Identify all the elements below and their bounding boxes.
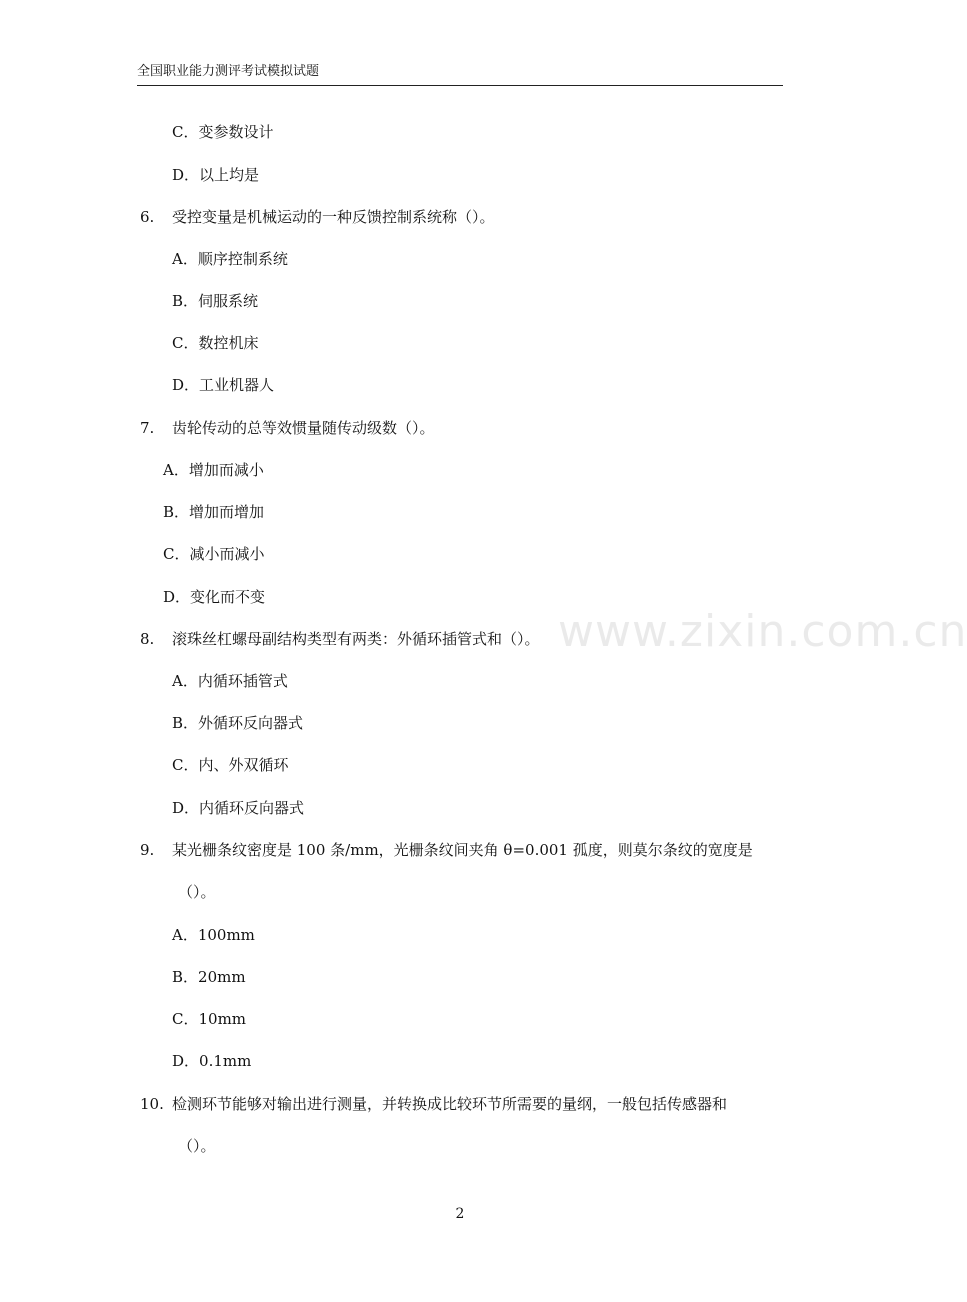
q7-option-b: B．增加而增加 (163, 503, 265, 521)
question-text: 滚珠丝杠螺母副结构类型有两类：外循环插管式和（）。 (172, 630, 540, 648)
question-text: 检测环节能够对输出进行测量，并转换成比较环节所需要的量纲，一般包括传感器和 (172, 1095, 728, 1113)
question-number: 9. (140, 841, 155, 859)
page-header-title: 全国职业能力测评考试模拟试题 (137, 64, 320, 79)
q10-text-continuation: （）。 (178, 1137, 216, 1155)
q8-option-a: A．内循环插管式 (172, 672, 288, 690)
question-text: 受控变量是机械运动的一种反馈控制系统称（）。 (172, 208, 495, 226)
q9-option-d: D．0.1mm (172, 1052, 252, 1070)
q8-option-d: D．内循环反向器式 (172, 799, 305, 817)
q5-option-d: D．以上均是 (172, 166, 260, 184)
question-number: 8. (140, 630, 155, 648)
header-divider (137, 85, 783, 86)
q7-option-a: A．增加而减小 (163, 461, 264, 479)
q9-text-continuation: （）。 (178, 883, 216, 901)
watermark: www.zixin.com.cn (558, 606, 967, 657)
question-number: 10. (140, 1095, 164, 1113)
q8-option-c: C．内、外双循环 (172, 756, 289, 774)
q9-option-a: A．100mm (172, 926, 255, 944)
q9-option-b: B．20mm (172, 968, 246, 986)
q6-option-c: C．数控机床 (172, 334, 259, 352)
q9-option-c: C．10mm (172, 1010, 247, 1028)
q7-option-d: D．变化而不变 (163, 588, 266, 606)
q8-option-b: B．外循环反向器式 (172, 714, 304, 732)
question-text: 齿轮传动的总等效惯量随传动级数（）。 (172, 419, 435, 437)
q6-option-a: A．顺序控制系统 (172, 250, 288, 268)
question-number: 6. (140, 208, 155, 226)
q7-option-c: C．减小而减小 (163, 545, 265, 563)
page-number: 2 (455, 1206, 465, 1222)
q6-option-b: B．伺服系统 (172, 292, 259, 310)
q6-option-d: D．工业机器人 (172, 376, 275, 394)
question-text: 某光栅条纹密度是 100 条/mm，光栅条纹间夹角 θ=0.001 孤度，则莫尔条纹的宽度是 (172, 841, 753, 859)
question-number: 7. (140, 419, 155, 437)
q5-option-c: C．变参数设计 (172, 123, 274, 141)
